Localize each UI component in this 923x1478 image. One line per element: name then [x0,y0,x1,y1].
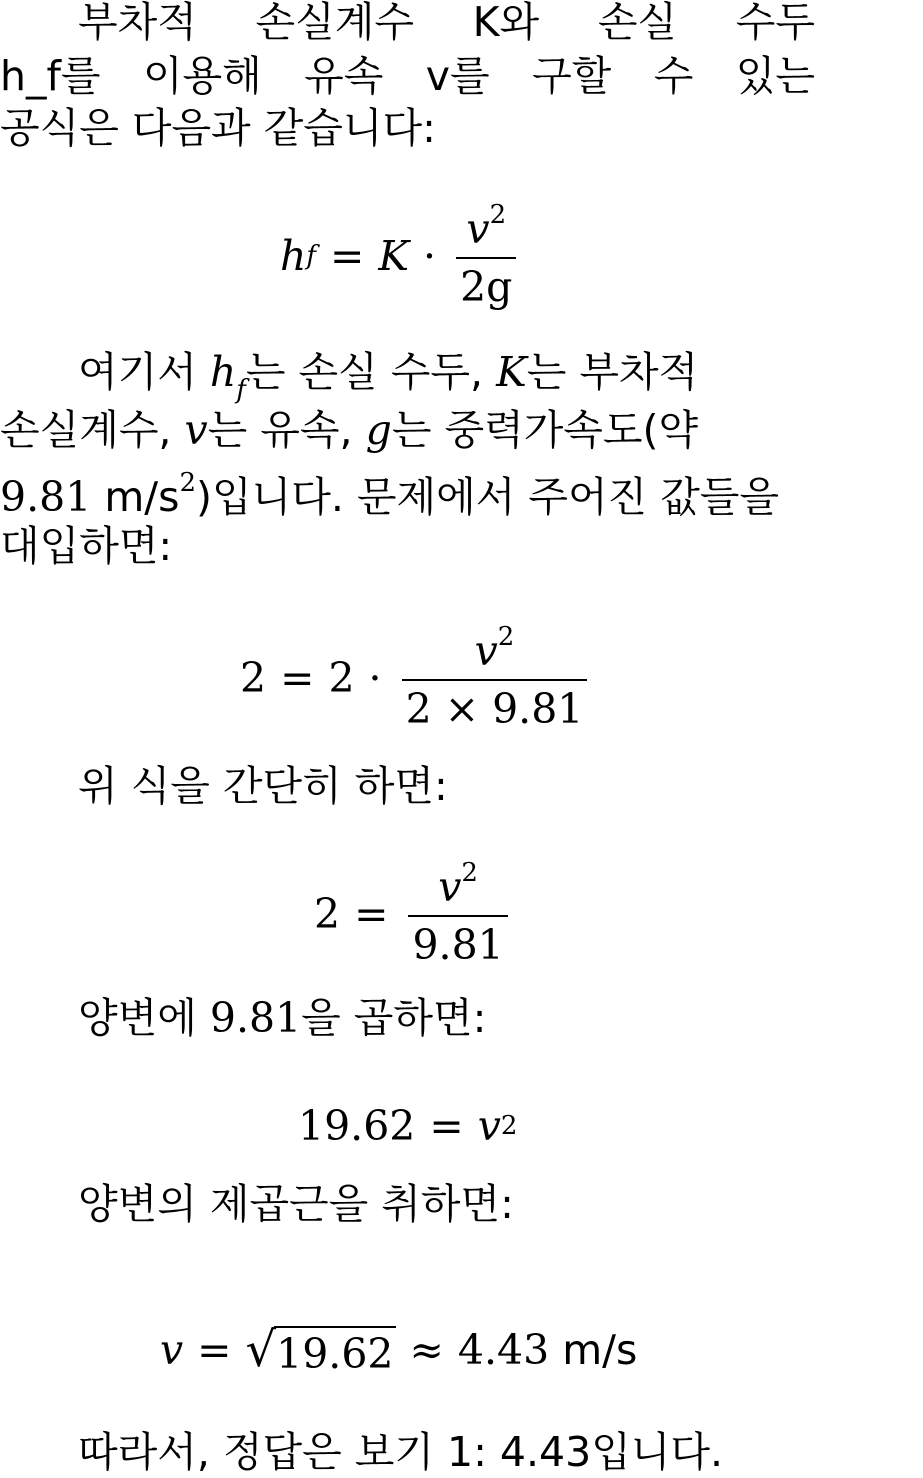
text: 는 중력가속도(약 [391,406,699,454]
para4 [78,994,487,1042]
math-number: 9.81 [209,994,302,1042]
para6-answer: 따라서, 정답은 보기 1: 4.43입니다. [78,1428,724,1476]
para1-line1 [78,0,815,46]
eq5-radicand: 19.62 [274,1326,395,1378]
math-hf: h [209,348,237,396]
equation-1 [280,200,522,311]
eq1-equals: = [330,231,365,280]
equation-2 [240,622,593,733]
text-word: 구할 [532,52,612,100]
text-word: 손실계수 [255,0,414,46]
eq2-equals: = [280,653,315,702]
eq4-rhs: v [477,1102,501,1150]
text: 는 손실 수두, [245,348,497,396]
eq5-approx: ≈ [409,1326,444,1374]
eq2-num-sup: 2 [497,622,515,652]
para3: 위 식을 간단히 하면: [78,762,448,810]
text: 여기서 [78,348,210,396]
eq2-num: v [474,627,498,675]
eq1-num: v [466,205,490,253]
para2-line1 [78,348,699,405]
eq3-den: 9.81 [408,915,507,969]
text-word: K와 [472,0,540,46]
text-word: 이용해 [142,52,262,100]
radical-sign: √ [245,1322,277,1378]
eq1-num-sup: 2 [489,200,507,230]
eq5-lhs: v [160,1326,184,1374]
para1-line3: 공식은 다음과 같습니다: [0,104,436,152]
eq3-fraction [408,858,507,969]
eq3-num: v [438,863,462,911]
eq1-dot: · [423,231,437,280]
gravity-value: 9.81 [0,473,92,521]
text-word: 부차적 [78,0,197,46]
eq1-coef: K [378,231,410,280]
para2-line2 [0,406,699,454]
text: 는 유속, [207,406,366,454]
text-word: 수두 [735,0,815,46]
eq3-lhs: 2 [314,889,341,938]
para2-line3 [0,468,780,521]
eq1-lhs: h [280,231,307,280]
eq5-value: 4.43 [457,1326,550,1374]
para2-line4: 대입하면: [0,522,173,570]
equation-4 [298,1102,517,1150]
text: 양변에 [78,994,210,1042]
text-word: 있는 [735,52,815,100]
para1-line2 [0,52,815,100]
eq2-dot: · [368,653,382,702]
eq3-num-sup: 2 [461,858,478,888]
math-K: K [496,348,527,396]
para5: 양변의 제곱근을 취하면: [78,1180,514,1228]
math-v: v [184,406,208,454]
eq5-equals: = [197,1326,232,1374]
text-word: v를 [425,52,490,100]
text: )입니다. 문제에서 주어진 값들을 [196,473,780,521]
eq2-coef: 2 [328,653,355,702]
math-g: g [365,406,392,454]
eq1-fraction [456,200,516,311]
text: 을 곱하면: [301,994,487,1042]
text: 손실계수, [0,406,185,454]
eq4-lhs: 19.62 [298,1102,416,1150]
gravity-unit-sup: 2 [179,468,197,498]
eq2-den: 2 × 9.81 [402,679,588,733]
eq4-equals: = [429,1102,464,1150]
text-word: h_f를 [0,52,101,100]
eq1-den: 2g [456,257,516,311]
text-word: 손실 [597,0,678,46]
equation-3 [314,858,514,969]
equation-5 [160,1322,637,1378]
text-word: 수 [653,52,694,100]
text: 는 부차적 [526,348,699,396]
eq2-lhs: 2 [240,653,267,702]
eq1-lhs-sub: f [306,240,317,271]
eq3-equals: = [354,889,389,938]
math-hf-sub: f [236,375,246,405]
eq4-rhs-sup: 2 [500,1111,518,1141]
eq5-unit: m/s [562,1326,638,1374]
sqrt-symbol [246,1322,396,1378]
eq2-fraction [402,622,588,733]
text-word: 유속 [304,52,384,100]
gravity-unit: m/s [104,473,180,521]
